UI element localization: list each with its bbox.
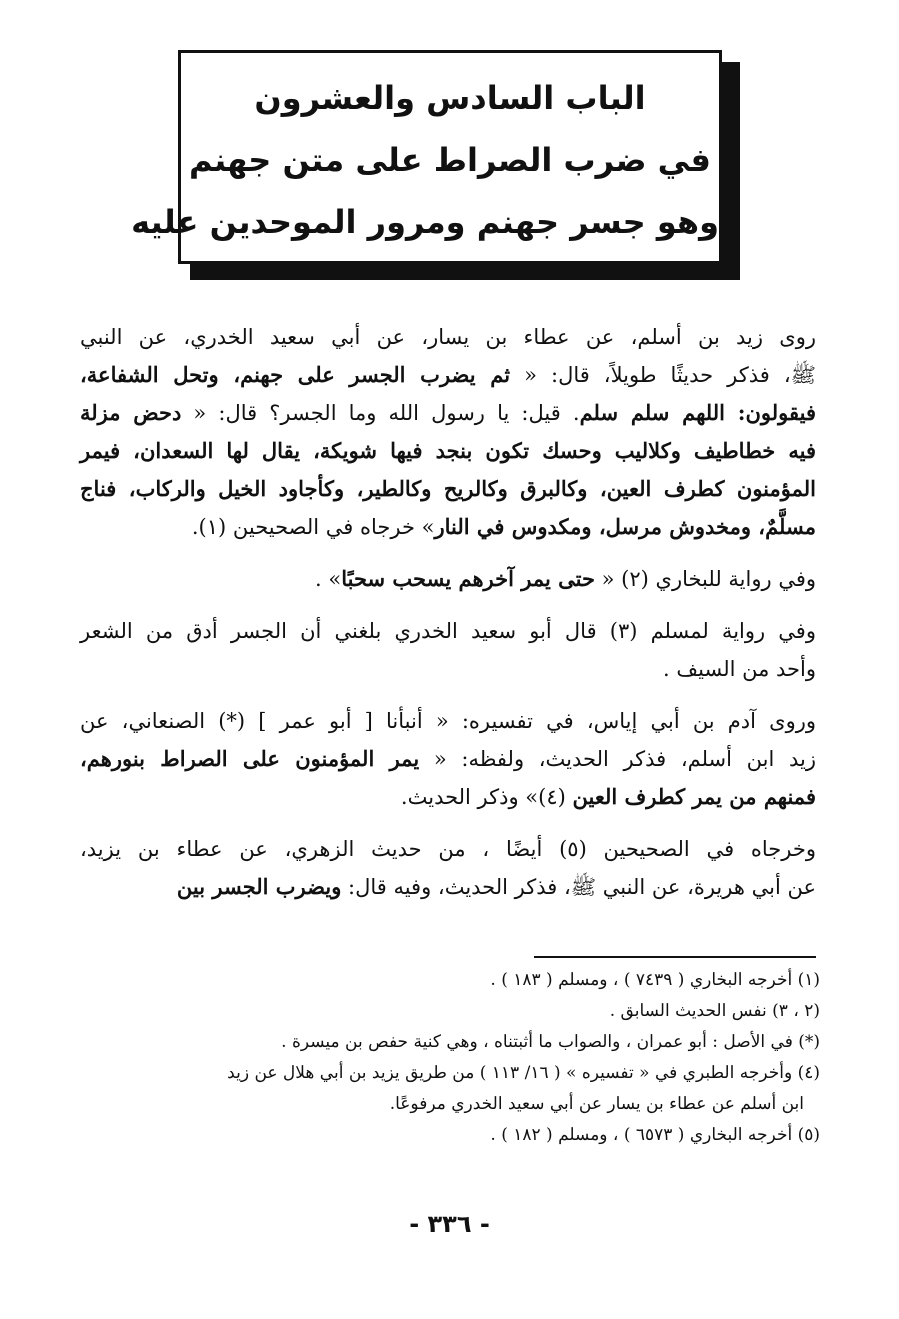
text-segment: » . [315,567,342,591]
text-line [80,612,816,650]
body-text [80,318,816,920]
text-line [80,470,816,508]
chapter-title-line-2: في ضرب الصراط على متن جهنم [189,141,711,179]
footnote: (٢ ، ٣) نفس الحديث السابق . [609,1001,820,1021]
bold-text-segment: حتى يمر آخرهم يسحب سحبًا [341,566,595,591]
paragraph [80,830,816,906]
text-segment: (٤)» وذكر الحديث. [400,785,573,809]
text-segment: زيد ابن أسلم، فذكر الحديث، ولفظه: « [419,747,816,771]
bold-text-segment: فمنهم من يمر كطرف العين [572,784,816,809]
text-segment: وأحد من السيف . [663,657,816,681]
bold-text-segment: ويضرب الجسر بين [176,874,342,899]
footnote: (٥) أخرجه البخاري ( ٦٥٧٣ ) ، ومسلم ( ١٨٢ ) . [490,1125,820,1145]
text-segment: وخرجاه في الصحيحين (٥) أيضًا ، من حديث الزهري، عن عطاء بن يزيد، [80,837,816,861]
paragraph [80,318,816,546]
footnotes [96,965,820,1151]
footnote-separator [534,956,816,958]
text-line [80,318,816,356]
bold-text-segment: دحض مزلة [80,400,182,425]
text-segment: وفي رواية للبخاري (٢) « [594,567,816,591]
text-segment: وفي رواية لمسلم (٣) قال أبو سعيد الخدري بلغني أن الجسر أدق من الشعر [80,619,816,643]
chapter-title-line-1: الباب السادس والعشرون [254,79,646,117]
text-line [80,560,816,598]
text-segment: عن أبي هريرة، عن النبي ﷺ، فذكر الحديث، وفيه قال: [341,875,816,899]
paragraph [80,612,816,688]
text-line [80,356,816,394]
bold-text-segment: مسلَّمٌ، ومخدوش مرسل، ومكدوس في النار [434,514,816,539]
text-segment: روى زيد بن أسلم، عن عطاء بن يسار، عن أبي سعيد الخدري، عن النبي [80,325,817,349]
footnote: (١) أخرجه البخاري ( ٧٤٣٩ ) ، ومسلم ( ١٨٣ ) . [490,970,820,990]
bold-text-segment: يمر المؤمنون على الصراط بنورهم، [80,746,420,771]
text-segment: . قيل: يا رسول الله وما الجسر؟ قال: « [181,401,580,425]
paragraph [80,560,816,598]
text-line [80,432,816,470]
text-line [80,702,816,740]
bold-text-segment: فيه خطاطيف وكلاليب وحسك تكون بنجد فيها شويكة، يقال لها السعدان، فيمر [80,438,816,463]
text-segment: ﷺ، فذكر حديثًا طويلاً، قال: « [510,363,816,387]
bold-text-segment: المؤمنون كطرف العين، وكالبرق وكالريح وكالطير، وكأجاود الخيل والركاب، فناج [80,476,816,501]
bold-text-segment: ثم يضرب الجسر على جهنم، وتحل الشفاعة، [80,362,511,387]
text-line [80,508,816,546]
text-segment: وروى آدم بن أبي إياس، في تفسيره: « أنبأنا [ أبو عمر ] (*) الصنعاني، عن [80,709,816,733]
text-line [80,778,816,816]
paragraph [80,702,816,816]
text-segment: » خرجاه في الصحيحين (١). [191,515,435,539]
chapter-title-box [131,50,722,264]
text-line [80,650,816,688]
text-line [80,830,816,868]
text-line [80,868,816,906]
chapter-title-line-3: وهو جسر جهنم ومرور الموحدين عليه [131,203,719,241]
footnote: ابن أسلم عن عطاء بن يسار عن أبي سعيد الخدري مرفوعًا. [389,1094,804,1114]
text-line [80,394,816,432]
text-line [80,740,816,778]
footnote: (٤) وأخرجه الطبري في « تفسيره » ( ١٦/ ١١٣ ) من طريق يزيد بن أبي هلال عن زيد [227,1063,820,1083]
footnote: (*) في الأصل : أبو عمران ، والصواب ما أثبتناه ، وهي كنية حفص بن ميسرة . [281,1032,820,1052]
bold-text-segment: فيقولون: اللهم سلم سلم [579,400,816,425]
page-number: - ٣٣٦ - [409,1210,490,1238]
